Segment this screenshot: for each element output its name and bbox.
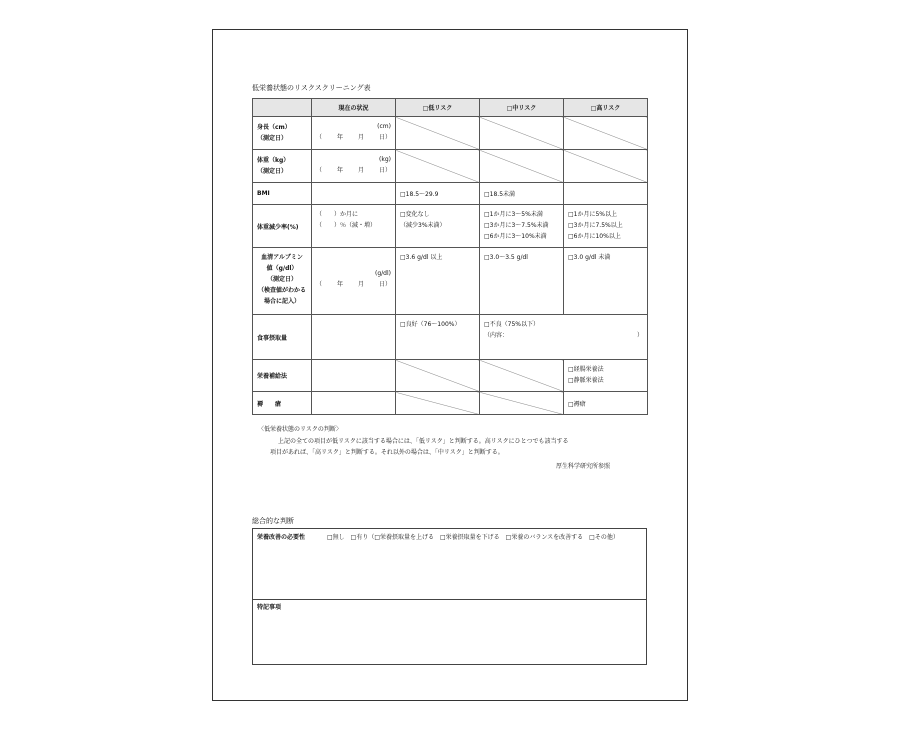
albumin-current[interactable]: (g/dl) （ 年 月 日） (312, 248, 396, 315)
height-current[interactable]: (cm) （ 年 月 日） (312, 117, 396, 150)
row-intake (253, 315, 648, 360)
row-bedsore (253, 392, 648, 415)
weight-loss-low[interactable]: □変化なし （減少3%未満） (396, 205, 480, 248)
weight-mid-na (480, 150, 564, 183)
nutrition-high[interactable]: □経腸栄養法 □静脈栄養法 (564, 360, 648, 392)
intake-low[interactable]: □良好（76～100%） (396, 315, 480, 360)
weight-loss-current[interactable]: （ ）か月に （ ）％（減・増） (312, 205, 396, 248)
height-mid-na (480, 117, 564, 150)
weight-high-na (564, 150, 648, 183)
albumin-low[interactable]: □3.6 g/dl 以上 (396, 248, 480, 315)
nutrition-label: 栄養補給法 (253, 360, 312, 392)
height-label: 身長（cm） （測定日） (253, 117, 312, 150)
row-albumin (253, 248, 648, 315)
source-note: 厚生科学研究所参照 (556, 463, 611, 470)
bedsore-high[interactable]: □褥瘡 (564, 392, 648, 415)
bmi-low[interactable]: □18.5～29.9 (396, 183, 480, 205)
form-title: 低栄養状態のリスクスクリーニング表 (252, 84, 371, 92)
intake-label: 食事摂取量 (253, 315, 312, 360)
judgment-heading: 〈低栄養状態のリスクの判断〉 (258, 426, 342, 433)
height-high-na (564, 117, 648, 150)
weight-loss-high[interactable]: □1か月に5%以上 □3か月に7.5%以上 □6か月に10%以上 (564, 205, 648, 248)
weight-current[interactable]: (kg) （ 年 月 日） (312, 150, 396, 183)
bedsore-low-na (396, 392, 480, 415)
judgment-line1: 上記の全ての項目が低リスクに該当する場合には、「低リスク」と判断する。高リスクにひとつでも該当する (278, 438, 569, 445)
header-current: 現在の状況 (312, 99, 396, 117)
header-mid-risk[interactable]: □中リスク (480, 99, 564, 117)
box-divider (253, 599, 646, 600)
need-label: 栄養改善の必要性 (257, 534, 306, 541)
header-empty (253, 99, 312, 117)
overall-heading: 総合的な判断 (252, 517, 294, 525)
header-high-risk[interactable]: □高リスク (564, 99, 648, 117)
nutrition-low-na (396, 360, 480, 392)
weight-low-na (396, 150, 480, 183)
header-low-risk[interactable]: □低リスク (396, 99, 480, 117)
intake-current[interactable] (312, 315, 396, 360)
table-header-row (253, 99, 648, 117)
overall-judgment-box (252, 528, 647, 665)
albumin-label: 血清アルブミン 値（g/dl） （測定日） （検査値がわかる 場合に記入） (253, 248, 312, 315)
bmi-high (564, 183, 648, 205)
judgment-line2: 項目があれば、「高リスク」と判断する。それ以外の場合は、「中リスク」と判断する。 (270, 449, 504, 456)
need-options[interactable]: □無し □有り（□栄養摂取量を上げる □栄養摂取量を下げる □栄養のバランスを改善する □その他） (327, 534, 619, 541)
weight-loss-label: 体重減少率(%) (253, 205, 312, 248)
weight-label: 体重（kg） （測定日） (253, 150, 312, 183)
bedsore-label: 褥 瘡 (253, 392, 312, 415)
nutrition-mid-na (480, 360, 564, 392)
bedsore-current[interactable] (312, 392, 396, 415)
row-weight-loss (253, 205, 648, 248)
albumin-mid[interactable]: □3.0～3.5 g/dl (480, 248, 564, 315)
row-bmi (253, 183, 648, 205)
height-low-na (396, 117, 480, 150)
weight-loss-mid[interactable]: □1か月に3～5%未満 □3か月に3～7.5%未満 □6か月に3～10%未満 (480, 205, 564, 248)
bedsore-mid-na (480, 392, 564, 415)
intake-mid[interactable]: □不良（75%以下） （内容： ） (480, 315, 648, 360)
bmi-mid[interactable]: □18.5未満 (480, 183, 564, 205)
bmi-label: BMI (253, 183, 312, 205)
risk-screening-table (252, 98, 648, 415)
row-nutrition (253, 360, 648, 392)
albumin-high[interactable]: □3.0 g/dl 未満 (564, 248, 648, 315)
row-weight (253, 150, 648, 183)
notes-label: 特記事項 (257, 604, 282, 611)
nutrition-current[interactable] (312, 360, 396, 392)
bmi-current[interactable] (312, 183, 396, 205)
row-height (253, 117, 648, 150)
